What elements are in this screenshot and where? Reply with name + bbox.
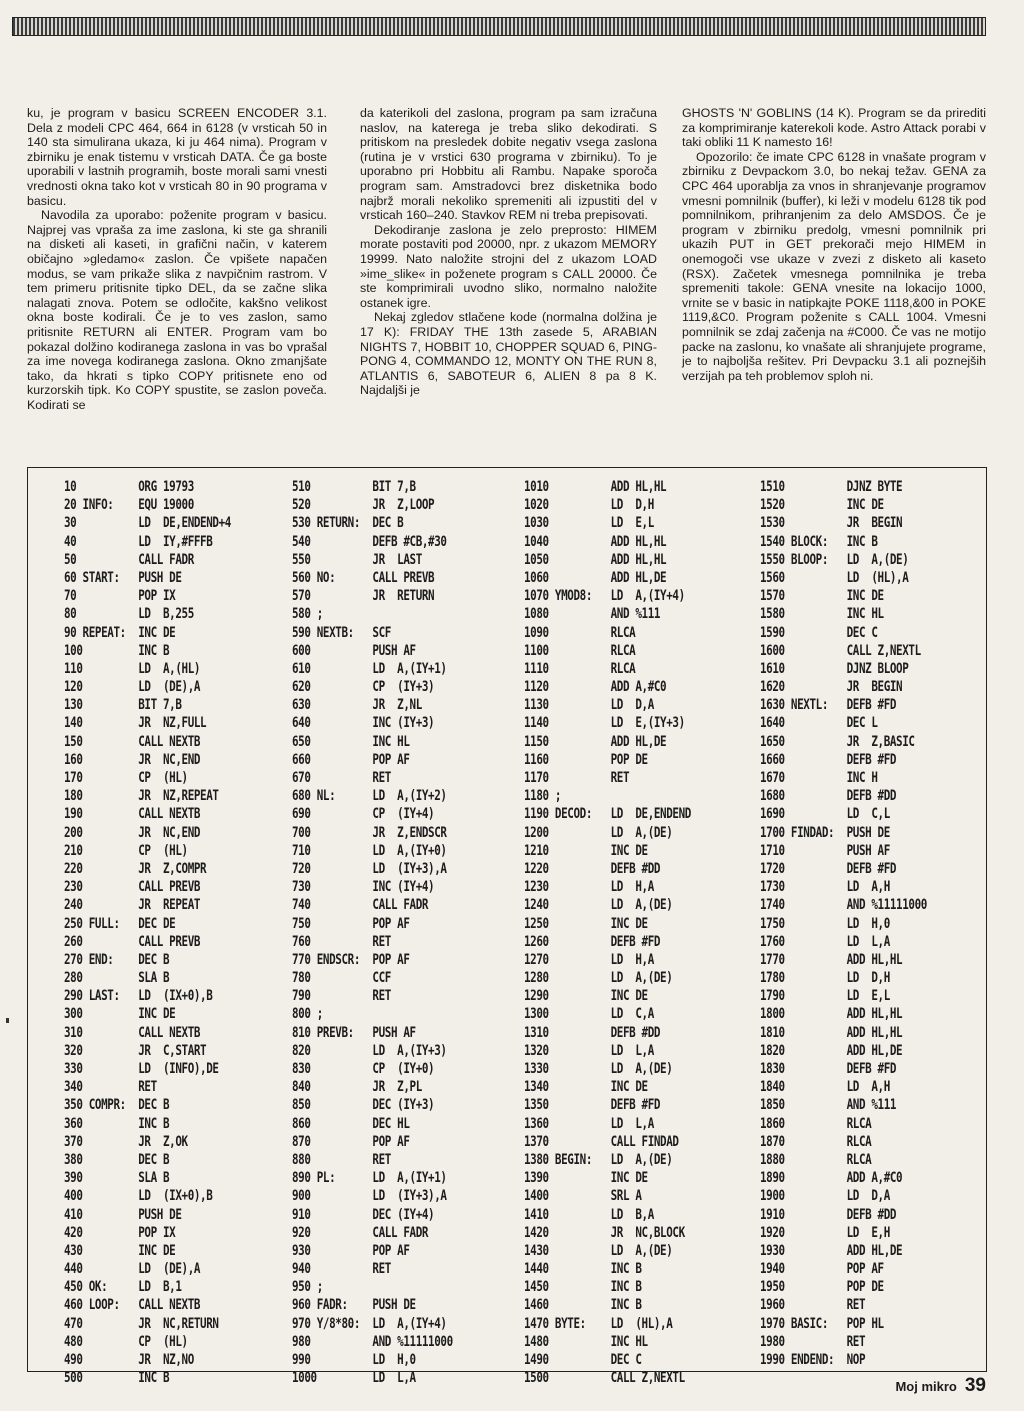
margin-mark xyxy=(6,1018,9,1023)
code-line: 1320 LD L,A xyxy=(524,1042,654,1059)
code-line: 520 JR Z,LOOP xyxy=(292,497,435,514)
code-line: 1280 LD A,(DE) xyxy=(524,970,673,987)
code-line: 1780 LD D,H xyxy=(760,970,890,987)
code-line: 1740 AND %11111000 xyxy=(760,897,927,914)
code-line: 1860 RLCA xyxy=(760,1115,872,1132)
code-line: 1450 INC B xyxy=(524,1279,642,1296)
code-line: 750 POP AF xyxy=(292,915,410,932)
code-line: 740 CALL FADR xyxy=(292,897,429,914)
code-line: 940 RET xyxy=(292,1261,391,1278)
code-line: 690 CP (IY+4) xyxy=(292,806,435,823)
code-line: 1550 BLOOP: LD A,(DE) xyxy=(760,551,909,568)
code-line: 220 JR Z,COMPR xyxy=(64,860,207,877)
code-line: 250 FULL: DEC DE xyxy=(64,915,176,932)
code-line: 1220 DEFB #DD xyxy=(524,860,661,877)
code-line: 1610 DJNZ BLOOP xyxy=(760,660,909,677)
code-line: 660 POP AF xyxy=(292,751,410,768)
code-line: 1660 DEFB #FD xyxy=(760,751,897,768)
code-line: 1340 INC DE xyxy=(524,1079,648,1096)
code-line: 1920 LD E,H xyxy=(760,1224,890,1241)
code-line: 280 SLA B xyxy=(64,970,170,987)
code-line: 190 CALL NEXTB xyxy=(64,806,201,823)
code-line: 10 ORG 19793 xyxy=(64,479,194,495)
code-line: 650 INC HL xyxy=(292,733,410,750)
code-line: 790 RET xyxy=(292,988,391,1005)
code-line: 1070 YMOD8: LD A,(IY+4) xyxy=(524,588,685,605)
paragraph: Navodila za uporabo: poženite program v basicu. Najprej vas vpraša za ime zaslona, ki ste ga shranili na disketi ali kaseti, in grafični način, v katerem običajno »gledamo« zaslon. Če vpišete napačen modus, se vam prikaže slika z navpičnim rastrom. V tem primeru pritisnite tipko DEL, da se začne slika nalagati znova. Potem se odločite, kakšno velikost okna boste kodirali. Če je to ves zaslon, samo pritisnite RETURN ali ENTER. Program vam bo pokazal dolžino kodiranega zaslona in vas bo vprašal za ime novega kodiranega zaslona. Okno zmanjšate tako, da hkrati s tipko COPY pritisnete eno od kurzorskih tipk. Ko COPY spustite, se zaslon poveča. Kodirati se xyxy=(27,208,327,412)
code-line: 1770 ADD HL,HL xyxy=(760,951,903,968)
code-line: 1200 LD A,(DE) xyxy=(524,824,673,841)
code-line: 160 JR NC,END xyxy=(64,751,201,768)
code-line: 390 SLA B xyxy=(64,1170,170,1187)
code-line: 300 INC DE xyxy=(64,1006,176,1023)
code-line: 1970 BASIC: POP HL xyxy=(760,1315,884,1332)
code-line: 780 CCF xyxy=(292,970,391,987)
code-line: 1190 DECOD: LD DE,ENDEND xyxy=(524,806,691,823)
code-line: 800 ; xyxy=(292,1006,323,1023)
code-line: 990 LD H,0 xyxy=(292,1352,416,1368)
code-line: 1030 LD E,L xyxy=(524,515,654,532)
code-line: 1100 RLCA xyxy=(524,642,636,659)
code-line: 640 INC (IY+3) xyxy=(292,715,435,732)
code-line: 1000 LD L,A xyxy=(292,1370,416,1387)
code-line: 620 CP (IY+3) xyxy=(292,679,435,696)
code-line: 970 Y/8*80: LD A,(IY+4) xyxy=(292,1315,447,1332)
code-line: 1890 ADD A,#C0 xyxy=(760,1170,903,1187)
code-line: 680 NL: LD A,(IY+2) xyxy=(292,788,447,805)
code-line: 430 INC DE xyxy=(64,1242,176,1259)
code-line: 1380 BEGIN: LD A,(DE) xyxy=(524,1151,673,1168)
code-line: 1760 LD L,A xyxy=(760,933,890,950)
listing-column-3 xyxy=(524,478,691,1387)
code-line: 1480 INC HL xyxy=(524,1333,648,1350)
code-line: 1790 LD E,L xyxy=(760,988,890,1005)
code-line: 1990 ENDEND: NOP xyxy=(760,1352,866,1368)
code-line: 610 LD A,(IY+1) xyxy=(292,660,447,677)
code-line: 730 INC (IY+4) xyxy=(292,879,435,896)
code-line: 1650 JR Z,BASIC xyxy=(760,733,915,750)
code-line: 1830 DEFB #FD xyxy=(760,1061,897,1077)
code-line: 870 POP AF xyxy=(292,1133,410,1150)
code-line: 1530 JR BEGIN xyxy=(760,515,903,532)
code-line: 1980 RET xyxy=(760,1333,866,1350)
code-line: 960 FADR: PUSH DE xyxy=(292,1297,416,1314)
code-line: 1180 ; xyxy=(524,788,562,805)
code-line: 830 CP (IY+0) xyxy=(292,1061,435,1077)
code-line: 670 RET xyxy=(292,770,391,786)
code-line: 360 INC B xyxy=(64,1115,170,1132)
code-line: 1640 DEC L xyxy=(760,715,878,732)
paragraph: GHOSTS 'N' GOBLINS (14 K). Program se da prirediti za komprimiranje katerekoli kode. Astro Attack porabi v taki obliki 11 K namesto 16! xyxy=(682,106,986,150)
code-line: 1670 INC H xyxy=(760,770,878,786)
code-line: 1400 SRL A xyxy=(524,1188,642,1205)
code-line: 1570 INC DE xyxy=(760,588,884,605)
code-line: 420 POP IX xyxy=(64,1224,176,1241)
text-column-1 xyxy=(27,106,327,412)
code-line: 950 ; xyxy=(292,1279,323,1296)
code-line: 510 BIT 7,B xyxy=(292,479,416,495)
code-line: 240 JR REPEAT xyxy=(64,897,201,914)
code-line: 810 PREVB: PUSH AF xyxy=(292,1024,416,1041)
code-line: 1440 INC B xyxy=(524,1261,642,1278)
code-line: 1260 DEFB #FD xyxy=(524,933,661,950)
code-line: 290 LAST: LD (IX+0),B xyxy=(64,988,213,1005)
code-line: 340 RET xyxy=(64,1079,157,1096)
code-line: 1050 ADD HL,HL xyxy=(524,551,667,568)
code-line: 440 LD (DE),A xyxy=(64,1261,201,1278)
code-line: 710 LD A,(IY+0) xyxy=(292,842,447,859)
code-line: 560 NO: CALL PREVB xyxy=(292,569,435,586)
code-line: 90 REPEAT: INC DE xyxy=(64,624,176,641)
text-column-2 xyxy=(360,106,657,398)
code-line: 1940 POP AF xyxy=(760,1261,884,1278)
paragraph: ku, je program v basicu SCREEN ENCODER 3.1. Dela z modeli CPC 464, 664 in 6128 (v vrsticah 50 in 140 sta simulirana ukaza, ki ju 464 nima). Program v zbirniku je enak tistemu v vrsticah DATA. Če ga boste uporabili v lastnih programih, boste morali sami vnesti vrednosti okna tako kot v vrsticah 80 in 90 programa v basicu. xyxy=(27,106,327,208)
code-line: 1460 INC B xyxy=(524,1297,642,1314)
code-line: 230 CALL PREVB xyxy=(64,879,201,896)
code-line: 500 INC B xyxy=(64,1370,170,1387)
code-line: 1290 INC DE xyxy=(524,988,648,1005)
code-line: 1060 ADD HL,DE xyxy=(524,569,667,586)
code-line: 180 JR NZ,REPEAT xyxy=(64,788,219,805)
code-line: 1710 PUSH AF xyxy=(760,842,890,859)
code-line: 1110 RLCA xyxy=(524,660,636,677)
code-line: 1960 RET xyxy=(760,1297,866,1314)
code-line: 1840 LD A,H xyxy=(760,1079,890,1096)
code-line: 120 LD (DE),A xyxy=(64,679,201,696)
paragraph: da katerikoli del zaslona, program pa sam izračuna naslov, na katerega je treba sliko dekodirati. S pritiskom na presledek dobite negativ vsega zaslona (rutina je v vrstici 630 programa v zbirniku). To je uporabno pri Hobbitu ali Rambu. Napake sporoča program sam. Amstradovci brez disketnika bodo najbrž morali nekoliko spremeniti ali izpustiti del v vrsticah 160–240. Stavkov REM ni treba prepisovati. xyxy=(360,106,657,223)
code-line: 570 JR RETURN xyxy=(292,588,435,605)
code-line: 470 JR NC,RETURN xyxy=(64,1315,219,1332)
code-line: 260 CALL PREVB xyxy=(64,933,201,950)
code-line: 1930 ADD HL,DE xyxy=(760,1242,903,1259)
code-line: 1800 ADD HL,HL xyxy=(760,1006,903,1023)
code-line: 630 JR Z,NL xyxy=(292,697,422,714)
code-line: 1590 DEC C xyxy=(760,624,878,641)
code-line: 330 LD (INFO),DE xyxy=(64,1061,219,1077)
code-line: 1010 ADD HL,HL xyxy=(524,479,667,495)
listing-column-2 xyxy=(292,478,453,1387)
code-line: 40 LD IY,#FFFB xyxy=(64,533,213,550)
code-line: 550 JR LAST xyxy=(292,551,422,568)
code-line: 1810 ADD HL,HL xyxy=(760,1024,903,1041)
code-line: 1090 RLCA xyxy=(524,624,636,641)
code-line: 1430 LD A,(DE) xyxy=(524,1242,673,1259)
code-line: 1300 LD C,A xyxy=(524,1006,654,1023)
code-line: 1170 RET xyxy=(524,770,630,786)
code-line: 50 CALL FADR xyxy=(64,551,194,568)
code-line: 70 POP IX xyxy=(64,588,176,605)
code-line: 820 LD A,(IY+3) xyxy=(292,1042,447,1059)
code-line: 270 END: DEC B xyxy=(64,951,170,968)
code-line: 100 INC B xyxy=(64,642,170,659)
code-line: 1150 ADD HL,DE xyxy=(524,733,667,750)
code-line: 1270 LD H,A xyxy=(524,951,654,968)
code-line: 1360 LD L,A xyxy=(524,1115,654,1132)
code-line: 600 PUSH AF xyxy=(292,642,416,659)
listing-column-1 xyxy=(64,478,231,1387)
code-line: 350 COMPR: DEC B xyxy=(64,1097,170,1114)
paragraph: Opozorilo: če imate CPC 6128 in vnašate program v zbirniku z Devpackom 3.0, bo nekaj težav. GENA za CPC 464 uporablja za vnos in shranjevanje programov vmesni pomnilnik (buffer), ki leži v modelu 6128 tik pod pomnilnikom, prihranjenim za delo AMSDOS. Če je program v zbirniku predolg, vmesni pomnilnik pri ukazih PUT in GET prekorači mejo HIMEM in onemogoči vse ukaze v zvezi z disketo ali kaseto (RSX). Začetek vmesnega pomnilnika je treba spremeniti takole: GENA vnesite na lokacijo 1000, vrnite se v basic in natipkajte POKE 1118,&00 in POKE 1119,&C0. Program poženite s CALL 1004. Vmesni pomnilnik se zdaj začenja na #C000. Če vas ne motijo packe na zaslonu, ko vnašate ali shranjujete programe, je to najboljša rešitev. Pri Devpacku 3.1 ali poznejših verzijah pa teh problemov sploh ni. xyxy=(682,149,986,383)
code-line: 1250 INC DE xyxy=(524,915,648,932)
code-line: 850 DEC (IY+3) xyxy=(292,1097,435,1114)
code-line: 890 PL: LD A,(IY+1) xyxy=(292,1170,447,1187)
code-line: 490 JR NZ,NO xyxy=(64,1352,194,1368)
code-line: 1750 LD H,0 xyxy=(760,915,890,932)
code-line: 1130 LD D,A xyxy=(524,697,654,714)
code-line: 980 AND %11111000 xyxy=(292,1333,453,1350)
code-line: 200 JR NC,END xyxy=(64,824,201,841)
code-line: 1820 ADD HL,DE xyxy=(760,1042,903,1059)
code-line: 1080 AND %111 xyxy=(524,606,661,623)
code-line: 1210 INC DE xyxy=(524,842,648,859)
code-line: 1880 RLCA xyxy=(760,1151,872,1168)
code-line: 1580 INC HL xyxy=(760,606,884,623)
code-line: 1470 BYTE: LD (HL),A xyxy=(524,1315,673,1332)
paragraph: Nekaj zgledov stlačene kode (normalna dolžina je 17 K): FRIDAY THE 13th zasede 5, ARABIAN NIGHTS 7, HOBBIT 10, CHOPPER SQUAD 6, PING-PONG 4, COMMANDO 12, MONTY ON THE RUN 8, ATLANTIS 6, SABOTEUR 6, ALIEN 8 pa 8 K. Najdaljši je xyxy=(360,310,657,398)
code-line: 20 INFO: EQU 19000 xyxy=(64,497,194,514)
code-line: 840 JR Z,PL xyxy=(292,1079,422,1096)
code-line: 540 DEFB #CB,#30 xyxy=(292,533,447,550)
paragraph: Dekodiranje zaslona je zelo preprosto: HIMEM morate postaviti pod 20000, npr. z ukazom MEMORY 19999. Nato naložite strojni del z ukazom LOAD »ime_slike« in poženete program s CALL 20000. Če ste komprimirali uvodno sliko, normalno naložite ostanek igre. xyxy=(360,222,657,310)
code-line: 1560 LD (HL),A xyxy=(760,569,909,586)
code-line: 60 START: PUSH DE xyxy=(64,569,182,586)
code-line: 1040 ADD HL,HL xyxy=(524,533,667,550)
code-line: 910 DEC (IY+4) xyxy=(292,1206,435,1223)
code-line: 480 CP (HL) xyxy=(64,1333,188,1350)
code-line: 450 OK: LD B,1 xyxy=(64,1279,182,1296)
code-line: 80 LD B,255 xyxy=(64,606,194,623)
code-line: 130 BIT 7,B xyxy=(64,697,182,714)
code-line: 1510 DJNZ BYTE xyxy=(760,479,903,495)
code-line: 1730 LD A,H xyxy=(760,879,890,896)
code-line: 880 RET xyxy=(292,1151,391,1168)
code-line: 700 JR Z,ENDSCR xyxy=(292,824,447,841)
code-line: 210 CP (HL) xyxy=(64,842,188,859)
code-line: 530 RETURN: DEC B xyxy=(292,515,404,532)
code-line: 1240 LD A,(DE) xyxy=(524,897,673,914)
code-line: 1140 LD E,(IY+3) xyxy=(524,715,685,732)
code-line: 1310 DEFB #DD xyxy=(524,1024,661,1041)
text-column-3 xyxy=(682,106,986,383)
code-line: 1330 LD A,(DE) xyxy=(524,1061,673,1077)
code-line: 590 NEXTB: SCF xyxy=(292,624,391,641)
listing-column-4 xyxy=(760,478,927,1369)
code-line: 1680 DEFB #DD xyxy=(760,788,897,805)
code-line: 720 LD (IY+3),A xyxy=(292,860,447,877)
code-line: 1540 BLOCK: INC B xyxy=(760,533,878,550)
page-number: 39 xyxy=(964,1375,986,1396)
code-line: 1500 CALL Z,NEXTL xyxy=(524,1370,685,1387)
code-line: 1020 LD D,H xyxy=(524,497,654,514)
code-line: 400 LD (IX+0),B xyxy=(64,1188,213,1205)
code-line: 410 PUSH DE xyxy=(64,1206,182,1223)
code-line: 150 CALL NEXTB xyxy=(64,733,201,750)
code-line: 140 JR NZ,FULL xyxy=(64,715,207,732)
code-line: 110 LD A,(HL) xyxy=(64,660,201,677)
code-line: 1700 FINDAD: PUSH DE xyxy=(760,824,890,841)
code-line: 1900 LD D,A xyxy=(760,1188,890,1205)
code-line: 1720 DEFB #FD xyxy=(760,860,897,877)
code-line: 1690 LD C,L xyxy=(760,806,890,823)
code-line: 930 POP AF xyxy=(292,1242,410,1259)
code-line: 170 CP (HL) xyxy=(64,770,188,786)
code-line: 770 ENDSCR: POP AF xyxy=(292,951,410,968)
code-line: 1410 LD B,A xyxy=(524,1206,654,1223)
code-line: 1600 CALL Z,NEXTL xyxy=(760,642,921,659)
code-line: 1230 LD H,A xyxy=(524,879,654,896)
code-line: 1850 AND %111 xyxy=(760,1097,897,1114)
code-line: 380 DEC B xyxy=(64,1151,170,1168)
code-line: 1350 DEFB #FD xyxy=(524,1097,661,1114)
code-line: 860 DEC HL xyxy=(292,1115,410,1132)
code-line: 760 RET xyxy=(292,933,391,950)
header-bar xyxy=(12,17,986,36)
code-line: 1620 JR BEGIN xyxy=(760,679,903,696)
code-line: 920 CALL FADR xyxy=(292,1224,429,1241)
code-line: 460 LOOP: CALL NEXTB xyxy=(64,1297,201,1314)
magazine-name: Moj mikro xyxy=(895,1379,957,1394)
code-line: 1420 JR NC,BLOCK xyxy=(524,1224,685,1241)
code-line: 370 JR Z,OK xyxy=(64,1133,188,1150)
code-line: 1950 POP DE xyxy=(760,1279,884,1296)
code-line: 1520 INC DE xyxy=(760,497,884,514)
page-footer xyxy=(895,1375,986,1397)
code-line: 310 CALL NEXTB xyxy=(64,1024,201,1041)
code-line: 900 LD (IY+3),A xyxy=(292,1188,447,1205)
code-line: 320 JR C,START xyxy=(64,1042,207,1059)
code-line: 30 LD DE,ENDEND+4 xyxy=(64,515,231,532)
code-line: 1390 INC DE xyxy=(524,1170,648,1187)
code-line: 1490 DEC C xyxy=(524,1352,642,1368)
code-line: 1120 ADD A,#C0 xyxy=(524,679,667,696)
code-line: 1630 NEXTL: DEFB #FD xyxy=(760,697,897,714)
code-line: 1370 CALL FINDAD xyxy=(524,1133,679,1150)
code-line: 1160 POP DE xyxy=(524,751,648,768)
code-line: 580 ; xyxy=(292,606,323,623)
code-line: 1870 RLCA xyxy=(760,1133,872,1150)
code-line: 1910 DEFB #DD xyxy=(760,1206,897,1223)
